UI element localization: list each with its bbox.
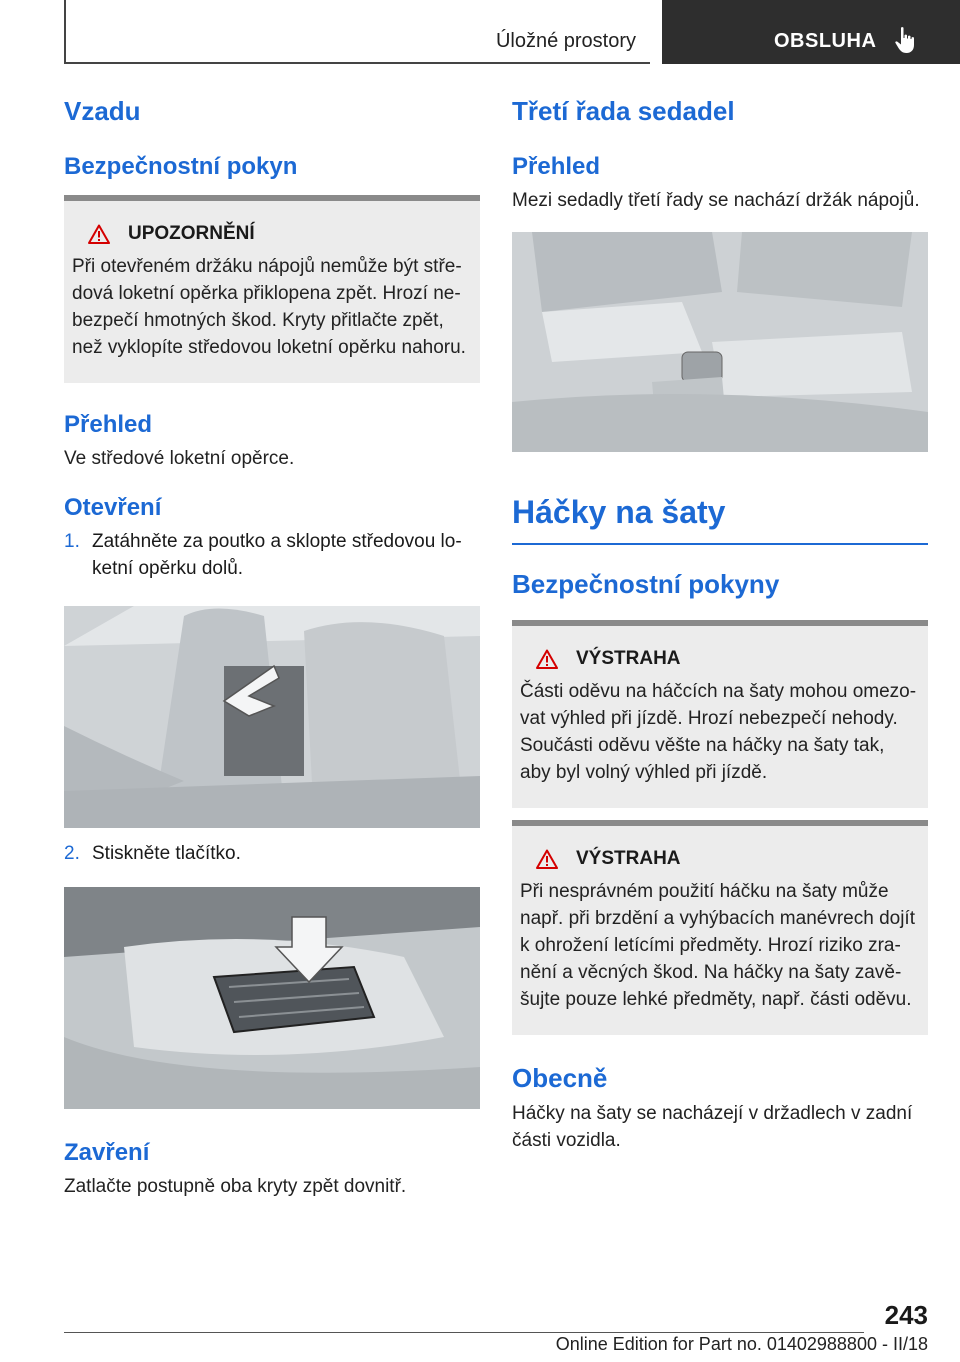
chapter-tab-label: OBSLUHA: [774, 30, 877, 52]
third-row-cupholder-photo: [512, 232, 928, 452]
right-column: [512, 96, 928, 1154]
header-section-title: Úložné prostory: [495, 30, 636, 52]
overview-text-left: Ve středové loketní opěrce.: [64, 448, 295, 469]
heading-coat-hooks: Háčky na šaty: [512, 494, 928, 545]
heading-closing: Zavření: [64, 1139, 150, 1166]
warning-2-title: [520, 848, 920, 870]
hand-pointer-icon: [894, 26, 916, 54]
warning-triangle-icon: [536, 649, 558, 669]
heading-overview-right: Přehled: [512, 153, 601, 180]
warning-1-title: [520, 648, 920, 670]
warning-2-text: Při nesprávném použití háčku na šaty může např. při brzdění a vyhýbacích manévrech dojít k ohrožení letícími předměty. Hrozí riziko zranění a věcných škod. Na háčky na šaty zavěšujte pouze lehké předměty, např. části oděvu.: [520, 881, 915, 1010]
armrest-button-photo: [64, 887, 480, 1109]
heading-overview-left: Přehled: [64, 411, 153, 438]
heading-safety-note: Bezpečnostní pokyn: [64, 153, 298, 180]
footer-divider: [64, 1332, 864, 1333]
header-chapter-tab[interactable]: [662, 0, 960, 64]
caution-text: Při otevřeném držáku nápojů nemůže být středová loketní opěrka přiklopena zpět. Hrozí nebezpečí hmotných škod. Kryty přitlačte zpět, než vyklopíte středovou loketní opěrku nahoru.: [72, 256, 466, 358]
general-text: Háčky na šaty se nacházejí v držadlech v zadní části vozidla.: [512, 1103, 913, 1151]
caution-title-text: UPOZORNĚNÍ: [128, 223, 255, 244]
closing-text: Zatlačte postupně oba kryty zpět dovnitř.: [64, 1176, 407, 1197]
page-number: 243: [884, 1300, 928, 1330]
step-1-text: Zatáhněte za poutko a sklopte středovou loketní opěrku dolů.: [92, 531, 462, 579]
warning-2-title-text: VÝSTRAHA: [576, 848, 681, 869]
step-1-number: 1.: [64, 531, 80, 552]
heading-opening: Otevření: [64, 494, 162, 521]
warning-box-2: [512, 820, 928, 1035]
caution-title: [72, 223, 472, 245]
warning-1-text: Části oděvu na háčcích na šaty mohou omezovat výhled při jízdě. Hrozí nebezpečí nehody. Součásti oděvu věšte na háčky na šaty tak, aby byl volný výhled při jízdě.: [520, 681, 917, 783]
left-column: [64, 96, 480, 1200]
heading-safety-notes: Bezpečnostní pokyny: [512, 569, 780, 599]
step-2-text: Stiskněte tlačítko.: [92, 843, 241, 864]
overview-text-right: Mezi sedadly třetí řady se nachází držák nápojů.: [512, 190, 920, 211]
heading-rear: Vzadu: [64, 96, 141, 126]
armrest-pull-photo: [64, 606, 480, 828]
step-1: [64, 528, 480, 582]
warning-triangle-icon: [88, 224, 110, 244]
header-divider-bottom: [64, 62, 650, 64]
footer-edition: Online Edition for Part no. 01402988800 - II/18: [555, 1334, 928, 1354]
heading-general: Obecně: [512, 1063, 608, 1093]
step-2-number: 2.: [64, 843, 80, 864]
caution-box: [64, 195, 480, 383]
warning-box-1: [512, 620, 928, 808]
step-2: [64, 840, 480, 867]
warning-triangle-icon: [536, 849, 558, 869]
heading-third-row: Třetí řada sedadel: [512, 96, 735, 126]
warning-1-title-text: VÝSTRAHA: [576, 648, 681, 669]
